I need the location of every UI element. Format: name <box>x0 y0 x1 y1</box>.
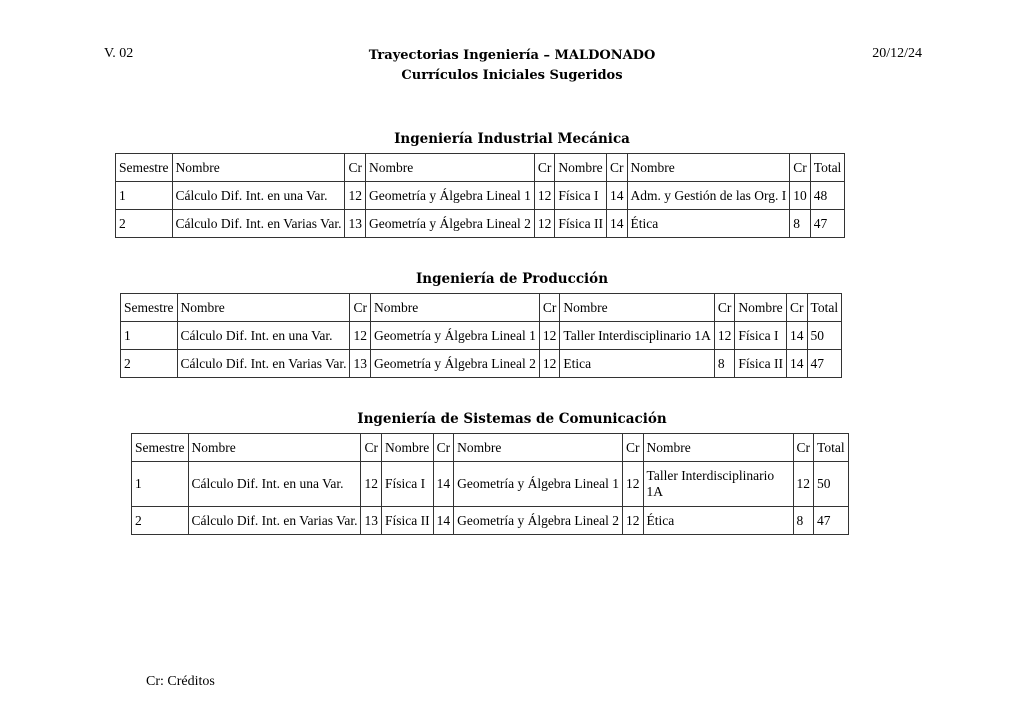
header-cell: Cr <box>790 154 811 182</box>
table-cell: 13 <box>350 350 371 378</box>
table-row <box>121 322 842 350</box>
table-cell: 12 <box>361 462 382 507</box>
header-cell: Cr <box>714 294 735 322</box>
table-cell: Cálculo Dif. Int. en una Var. <box>172 182 345 210</box>
table-cell: Etica <box>560 350 715 378</box>
header-cell: Cr <box>433 434 454 462</box>
document-date: 20/12/24 <box>872 46 922 61</box>
header-cell: Semestre <box>132 434 189 462</box>
table-cell: 13 <box>345 210 366 238</box>
table-cell: 14 <box>787 322 808 350</box>
section-title-industrial-mecanica: Ingeniería Industrial Mecánica <box>394 131 630 147</box>
table-cell: Taller Interdisciplinario 1A <box>560 322 715 350</box>
table-cell: Física II <box>555 210 607 238</box>
header-cell: Cr <box>623 434 644 462</box>
table-cell: 2 <box>121 350 178 378</box>
header-cell: Nombre <box>172 154 345 182</box>
header-cell: Nombre <box>177 294 350 322</box>
table-cell: 47 <box>810 210 845 238</box>
table-cell: 2 <box>132 507 189 535</box>
table-cell: 47 <box>807 350 842 378</box>
table-cell: Física I <box>555 182 607 210</box>
table-cell: Cálculo Dif. Int. en Varias Var. <box>188 507 361 535</box>
section-title-produccion: Ingeniería de Producción <box>415 271 609 287</box>
table-header-row <box>132 434 849 462</box>
table-cell: 1 <box>116 182 173 210</box>
header-cell: Cr <box>361 434 382 462</box>
table-cell: Física I <box>735 322 787 350</box>
table-cell: Geometría y Álgebra Lineal 2 <box>370 350 539 378</box>
curriculum-table-produccion <box>120 293 842 378</box>
header-cell: Nombre <box>560 294 715 322</box>
table-cell: Física I <box>381 462 433 507</box>
table-cell: 1 <box>132 462 189 507</box>
table-cell: Física II <box>381 507 433 535</box>
table-cell: Ética <box>627 210 790 238</box>
table-cell: 50 <box>814 462 849 507</box>
table-cell: Cálculo Dif. Int. en Varias Var. <box>172 210 345 238</box>
table-row <box>121 350 842 378</box>
header-cell: Nombre <box>381 434 433 462</box>
table-cell: 50 <box>807 322 842 350</box>
table-cell: Adm. y Gestión de las Org. I <box>627 182 790 210</box>
table-cell: 14 <box>607 182 628 210</box>
header-cell: Cr <box>350 294 371 322</box>
header-cell: Nombre <box>735 294 787 322</box>
table-cell: 12 <box>534 210 555 238</box>
table-cell: 14 <box>787 350 808 378</box>
header-cell: Total <box>810 154 845 182</box>
section-title-sistemas-comunicacion: Ingeniería de Sistemas de Comunicación <box>357 411 667 427</box>
table-cell: 12 <box>623 462 644 507</box>
header-cell: Cr <box>787 294 808 322</box>
table-cell: 10 <box>790 182 811 210</box>
table-cell: Cálculo Dif. Int. en una Var. <box>188 462 361 507</box>
header-cell: Nombre <box>454 434 623 462</box>
header-cell: Nombre <box>627 154 790 182</box>
footer-note: Cr: Créditos <box>146 674 215 689</box>
curriculum-table-industrial-mecanica <box>115 153 845 238</box>
table-cell: 14 <box>607 210 628 238</box>
header-cell: Cr <box>793 434 814 462</box>
table-cell: Taller Interdisciplinario 1A <box>643 462 793 507</box>
header-cell: Cr <box>539 294 560 322</box>
table-cell: 12 <box>793 462 814 507</box>
table-header-row <box>116 154 845 182</box>
header-cell: Total <box>807 294 842 322</box>
table-cell: Ética <box>643 507 793 535</box>
table-row <box>116 182 845 210</box>
header-cell: Nombre <box>365 154 534 182</box>
table-cell: Geometría y Álgebra Lineal 1 <box>365 182 534 210</box>
table-cell: 2 <box>116 210 173 238</box>
table-cell: 12 <box>623 507 644 535</box>
table-cell: Cálculo Dif. Int. en una Var. <box>177 322 350 350</box>
table-cell: Geometría y Álgebra Lineal 1 <box>370 322 539 350</box>
table-cell: 47 <box>814 507 849 535</box>
table-row <box>116 210 845 238</box>
table-cell: 12 <box>345 182 366 210</box>
table-cell: 8 <box>714 350 735 378</box>
table-row <box>132 507 849 535</box>
table-cell: 8 <box>793 507 814 535</box>
table-cell: Geometría y Álgebra Lineal 2 <box>365 210 534 238</box>
table-cell: 13 <box>361 507 382 535</box>
table-row <box>132 462 849 507</box>
table-cell: Cálculo Dif. Int. en Varias Var. <box>177 350 350 378</box>
table-cell: 12 <box>350 322 371 350</box>
table-cell: 14 <box>433 462 454 507</box>
document-titles <box>0 46 1024 86</box>
document-subtitle: Currículos Iniciales Sugeridos <box>401 68 623 83</box>
table-cell: 12 <box>534 182 555 210</box>
table-cell: 12 <box>714 322 735 350</box>
table-cell: 1 <box>121 322 178 350</box>
table-cell: 12 <box>539 322 560 350</box>
header-cell: Semestre <box>116 154 173 182</box>
table-cell: 8 <box>790 210 811 238</box>
header-cell: Cr <box>345 154 366 182</box>
header-cell: Nombre <box>643 434 793 462</box>
curriculum-table-sistemas-comunicacion <box>131 433 849 535</box>
header-cell: Nombre <box>555 154 607 182</box>
header-cell: Nombre <box>188 434 361 462</box>
table-cell: Geometría y Álgebra Lineal 2 <box>454 507 623 535</box>
table-cell: 12 <box>539 350 560 378</box>
table-cell: 14 <box>433 507 454 535</box>
header-cell: Cr <box>534 154 555 182</box>
header-cell: Nombre <box>370 294 539 322</box>
header-cell: Semestre <box>121 294 178 322</box>
header-cell: Total <box>814 434 849 462</box>
version-label: V. 02 <box>104 46 134 61</box>
document-title: Trayectorias Ingeniería – MALDONADO <box>368 48 656 63</box>
table-header-row <box>121 294 842 322</box>
table-cell: 48 <box>810 182 845 210</box>
table-cell: Geometría y Álgebra Lineal 1 <box>454 462 623 507</box>
table-cell: Física II <box>735 350 787 378</box>
header-cell: Cr <box>607 154 628 182</box>
